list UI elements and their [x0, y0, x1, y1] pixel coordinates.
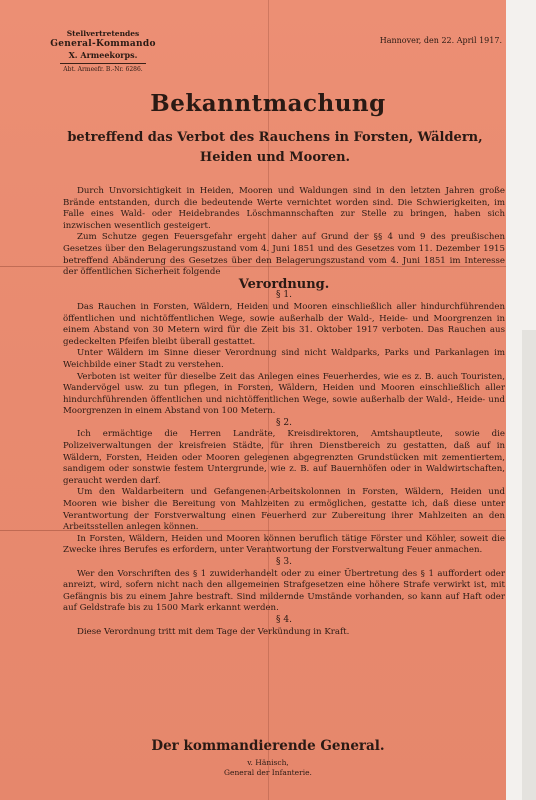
background-paper-edge — [522, 330, 536, 800]
intro-paragraph: Durch Unvorsichtigkeit in Heiden, Mooren und Waldungen sind in den letzten Jahren große Brände entstanden, durch die bedeutende Werte vernichtet worden sind. Die Schwierigkeiten, im Falle eines Wald- oder Heidebrandes Löschmannschaften zur Stelle zu bringen, haben sich inzwischen wesentlich gesteigert. — [63, 186, 505, 231]
signatory-rank: General der Infanterie. — [224, 768, 312, 777]
section-paragraph: Das Rauchen in Forsten, Wäldern, Heiden und Mooren einschließlich aller hindurchführenden öffentlichen und nichtöffentlichen Wege, sowie außerhalb der Wald-, Heide- und Moorgrenzen in einem Abstand von 30 Metern wird für die Zeit bis 31. Oktober 1917 verboten. Das Rauchen aus gedeckelten Pfeifen bleibt überall gestattet. — [63, 301, 505, 347]
place-date: Hannover, den 22. April 1917. — [379, 36, 502, 45]
signatory-name: v. Hänisch, — [247, 758, 289, 767]
section-label: § 3. — [276, 557, 292, 567]
ordinance-heading: Verordnung. — [238, 276, 330, 292]
authority-line: X. Armeekorps. — [68, 50, 138, 60]
section-label: § 1. — [276, 290, 292, 301]
document-title: Bekanntmachung — [150, 90, 386, 117]
reference-number: Abt. Armeefr. B.-Nr. 6286. — [63, 66, 143, 73]
section-paragraph: Um den Waldarbeitern und Gefangenen-Arbeitskolonnen in Forsten, Wäldern, Heiden und Mooren wie bisher die Bereitung von Mahlzeiten zu ermöglichen, gestatte ich, daß diese unter Verantwortung der Forstverwaltung einen Feuerherd zur Zubereitung ihrer Mahlzeiten an den Arbeitsstellen anlegen können. — [63, 487, 505, 533]
authority-line: General-Kommando — [50, 39, 156, 49]
signature-block — [0, 758, 536, 778]
section-paragraph: Ich ermächtige die Herren Landräte, Kreisdirektoren, Amtshauptleute, sowie die Polizeiverwaltungen der kreisfreien Städte, für ihren Dienstbereich zu gestatten, daß auf in Wäldern, Forsten, Heiden oder Mooren gelegenen abgegrenzten Grundstücken mit zementiertem, sandigem oder sonstwie festem Untergrunde, wie z. B. auf Bauernhöfen oder in Waldwirtschaften, geraucht werden darf. — [63, 429, 505, 486]
document-body — [63, 186, 505, 638]
section-label: § 4. — [276, 614, 292, 625]
section-paragraph: Verboten ist weiter für dieselbe Zeit das Anlegen eines Feuerherdes, wie es z. B. auch Touristen, Wandervögel usw. zu tun pflegen, in Forsten, Wäldern, Heiden und Mooren einschließlich aller hindurchführenden öffentlichen und nichtöffentlichen Wege, sowie außerhalb der Wald-, Heide- und Moorgrenzen in einem Abstand von 100 Metern. — [63, 371, 505, 417]
authority-line: Stellvertretendes — [66, 29, 140, 38]
signature-title: Der kommandierende General. — [151, 738, 385, 754]
section-paragraph: Diese Verordnung tritt mit dem Tage der Verkündung in Kraft. — [77, 626, 350, 637]
section-label: § 2. — [276, 417, 292, 428]
document-subtitle: betreffend das Verbot des Rauchens in Forsten, Wäldern, Heiden und Mooren. — [67, 130, 483, 165]
section-paragraph: Wer den Vorschriften des § 1 zuwiderhandelt oder zu einer Übertretung des § 1 auffordert oder anreizt, wird, sofern nicht nach den allgemeinen Strafgesetzen eine höhere Strafe verwirkt ist, mit Gefängnis bis zu einem Jahre bestraft. Sind mildernde Umstände vorhanden, so kann auf Haft oder auf Geldstrafe bis zu 1500 Mark erkannt werden. — [63, 568, 505, 614]
section-paragraph: Unter Wäldern im Sinne dieser Verordnung sind nicht Waldparks, Parks und Parkanlagen im Weichbilde einer Stadt zu verstehen. — [63, 348, 505, 370]
issuing-authority — [38, 28, 168, 75]
intro-paragraph: Zum Schutze gegen Feuersgefahr ergeht daher auf Grund der §§ 4 und 9 des preußischen Gesetzes über den Belagerungszustand vom 4. Juni 1851 und des Gesetzes vom 11. Dezember 1915 betreffend Abänderung des Gesetzes über den Belagerungszustand vom 4. Juni 1851 im Interesse der öffentlichen Sicherheit folgende — [63, 232, 505, 278]
section-paragraph: In Forsten, Wäldern, Heiden und Mooren können beruflich tätige Förster und Köhler, soweit die Zwecke ihres Berufes es erfordern, unter Verantwortung der Forstverwaltung Feuer anmachen. — [63, 533, 505, 556]
